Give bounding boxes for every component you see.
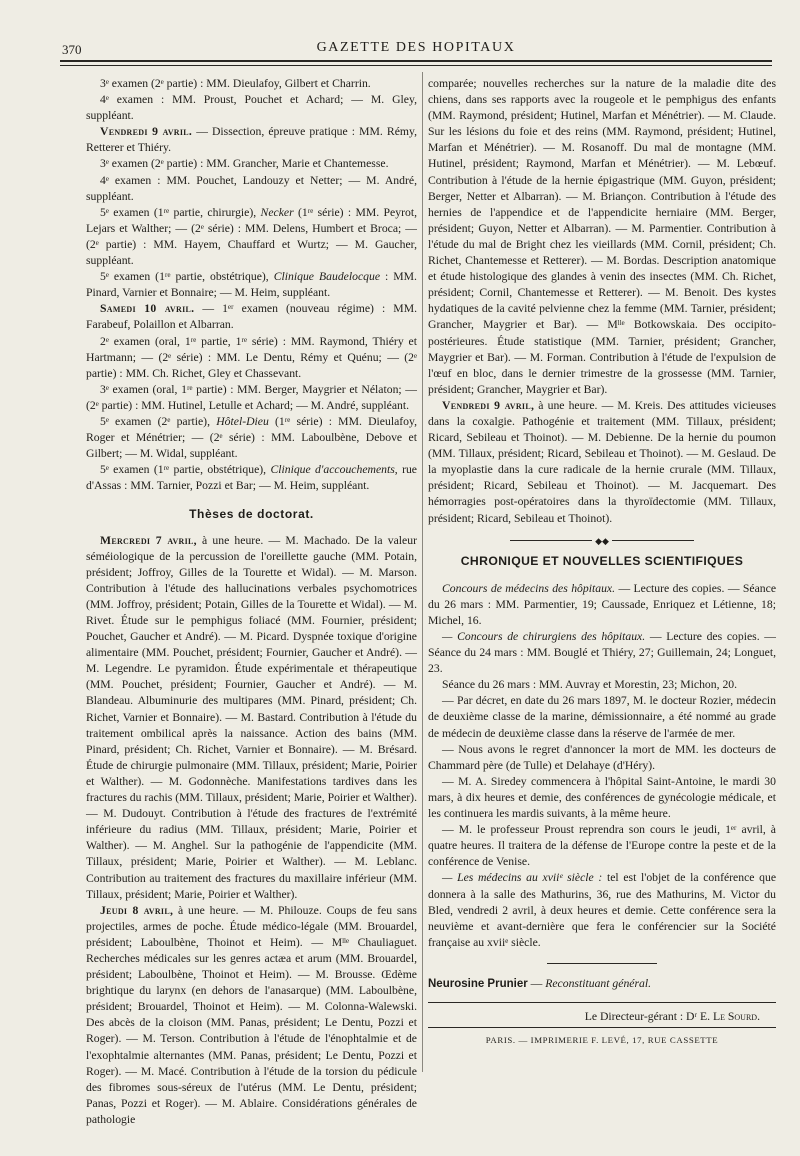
ornament-line <box>612 540 694 541</box>
thesis-text: à une heure. — M. Machado. De la valeur séméiologique de la percussion de l'oreillette gauche (MM. Potain, président; Joffroy, Gilles de la Tourette et Widal). — M. Marson. Contribution à l'étude des hallucinations verbales psychomotrices (MM. Joffroy, président; Potain, Gilles de la Tourette et Widal). — M. Rivet. Étude sur le pemphigus foliacé (MM. Fournier, président; Pouchet, Gaucher et André). — M. Picard. Dyspnée toxique d'origine alimentaire (MM. Pouchet, président; Fournier, Gaucher et André). — M. Legendre. Le pyramidon. Étude expérimentale et thérapeutique (MM. Pouchet, président; Fournier, Gaucher et André). — M. Blandeau. Albuminurie des multipares (MM. Pinard, président; Ch. Richet, Varnier et Bonnaire). — M. Bastard. Contribution à l'étude du traitement ombilical après la naissance. Action des bains (MM. Pinard, président; Ch. Richet, Varnier et Bonnaire). — M. Brésard. Étude de chirurgie pulmonaire (MM. Tillaux, président; Marie, Poirier et Walther). — M. Godonnèche. Manifestations tardives dans les fractures du rachis (MM. Tillaux, président; Marie, Poirier et Walther). — M. Dudouyt. Contribution à l'étude des fractures de l'extrémité inférieure du radius (MM. Tillaux, président; Marie, Poirier et Walther). — M. Anghel. Sur la pathogénie de l'appendicite (MM. Tillaux, président; Marie, Poirier et Walther). — M. Leblanc. Contribution au traitement des fractures du maxillaire inférieur (MM. Tillaux, président; Marie, Poirier et Walther). <box>86 533 417 901</box>
section-heading-chronique: CHRONIQUE ET NOUVELLES SCIENTIFIQUES <box>460 553 744 568</box>
thesis-day-paragraph <box>86 903 417 1128</box>
page-number: 370 <box>62 42 82 57</box>
news-item <box>428 870 776 950</box>
column-divider <box>422 72 423 1072</box>
gerant-name: Le Sourd. <box>712 1009 760 1023</box>
header-rule-thin <box>60 65 772 66</box>
exam-text: 5ᵉ examen (1ʳᵉ partie, chirurgie), <box>100 205 261 219</box>
news-text: tel est l'objet de la conférence que donnera à la salle des Mathurins, 36, rue des Mathurins, M. Victor du Bled, vendredi 2 avril, à deux heures et demie. Cette conférence sera la neuvième et avant-dernière que fera le conférencier sur la Société française au xviiᵉ siècle. <box>428 871 777 949</box>
left-column <box>86 76 417 1128</box>
thesis-text: à une heure. — M. Kreis. Des attitudes vicieuses dans la coxalgie. Pathogénie et traitement (MM. Tillaux, président; Ricard, Sebileau et Thoinot). — M. Debienne. De la hernie du poumon (MM. Tillaux, président; Ricard, Sebileau et Thoinot). — M. Geslaud. De la myoplastie dans la cure radicale de la hernie crurale (MM. Tillaux, président; Ricard, Sebileau et Thoinot). — M. Jacquemart. Des hémorragies post-opératoires dans la thyroïdectomie (MM. Tillaux, président; Ricard, Sebileau et Thoinot). <box>428 398 777 525</box>
product-name: Neurosine Prunier <box>428 977 528 990</box>
exam-day-paragraph <box>86 124 417 156</box>
thesis-day-paragraph <box>86 533 417 903</box>
exam-paragraph <box>86 205 417 269</box>
exam-paragraph: 4ᵉ examen : MM. Proust, Pouchet et Achard; — M. Gley, suppléant. <box>86 93 417 123</box>
ornament-diamond-icon: ◆◆ <box>595 535 609 546</box>
section-heading-theses: Thèses de doctorat. <box>189 507 314 522</box>
short-divider <box>547 963 657 964</box>
right-column <box>428 76 776 1048</box>
ad-dash: — <box>527 976 546 990</box>
gerant-label: Le Directeur-gérant : Dʳ E. <box>584 1009 713 1023</box>
exam-location: Clinique Baudelocque <box>273 270 381 284</box>
news-title: Concours de médecins des hôpitaux. <box>442 581 616 595</box>
exam-paragraph: 3ᵉ examen (2ᵉ partie) : MM. Dieulafoy, Gilbert et Charrin. <box>100 77 371 90</box>
news-title: — Concours de chirurgiens des hôpitaux. <box>442 630 646 643</box>
thesis-text: à une heure. — M. Philouze. Coups de feu sans projectiles, armes de poche. Étude médico-légale (MM. Brouardel, président; Laboulbène, Thoinot et Heim). — Mˡˡᵉ Chauliaguet. Recherches médicales sur les genres actæa et arum (MM. Brouardel, président; Laboulbène, Thoinot et Heim). — M. Brousse. Œdème brightique du larynx (en dehors de l'anasarque) (MM. Laboulbène, président; Brouardel, Thoinot et Heim). — M. Colonna-Walewski. Des abcès de la cloison (MM. Panas, président; Le Dentu, Pozzi et Roger). — M. Terson. Contribution à l'étude de l'énophtalmie et de l'exophtalmie alternantes (MM. Panas, président; Le Dentu, Pozzi et Roger). — M. Macé. Contribution à l'étude de la torsion du pédicule des fibromes sous-séreux de l'utérus (MM. Le Dentu, président; Panas, Pozzi et Roger). — M. Ablaire. Considérations générales de pathologie <box>86 903 417 1126</box>
exam-text: — Dissection, épreuve pratique : MM. Rémy, Retterer et Thiéry. <box>86 125 417 155</box>
exam-location: Clinique d'accouchements <box>270 463 395 477</box>
header-double-rule <box>60 60 772 70</box>
journal-title: GAZETTE DES HOPITAUX <box>316 40 516 55</box>
day-heading: Samedi 10 avril. <box>100 302 195 316</box>
day-heading: Vendredi 9 avril. <box>100 125 193 139</box>
exam-text: — 1ᵉʳ examen (nouveau régime) : MM. Farabeuf, Polaillon et Albarran. <box>86 302 418 332</box>
exam-paragraph <box>86 462 417 494</box>
exam-paragraph: 4ᵉ examen : MM. Pouchet, Landouzy et Netter; — M. André, suppléant. <box>86 173 417 203</box>
gerant-line <box>428 1009 776 1025</box>
page-header <box>62 38 770 60</box>
news-item: — M. le professeur Proust reprendra son cours le jeudi, 1ᵉʳ avril, à quatre heures. Il traitera de la défense de l'Europe contre la peste et de la conférence de Venise. <box>428 823 776 869</box>
exam-paragraph <box>86 269 417 301</box>
news-item: Séance du 26 mars : MM. Auvray et Morestin, 23; Michon, 20. <box>442 678 738 692</box>
exam-text: , rue d'Assas : MM. Tarnier, Pozzi et Bar; — M. Heim, suppléant. <box>86 463 417 493</box>
exam-paragraph <box>86 414 417 462</box>
news-title: — Les médecins au xviiᵉ siècle : <box>442 871 603 885</box>
thesis-day-paragraph <box>428 398 776 527</box>
exam-paragraph: 3ᵉ examen (oral, 1ʳᵉ partie) : MM. Berger, Maygrier et Nélaton; — (2ᵉ partie) : MM. Hutinel, Letulle et Achard; — M. André, suppléant. <box>86 382 417 412</box>
exam-text: (1ʳᵉ série) : MM. Dieulafoy, Roger et Ménétrier; — (2ᵉ série) : MM. Laboulbène, Debove et Gilbert; — M. Widal, suppléant. <box>86 414 417 461</box>
ornament-line <box>510 540 592 541</box>
news-item: — M. A. Siredey commencera à l'hôpital Saint-Antoine, le mardi 30 mars, à dix heures et demie, des conférences de gynécologie médicale, et les continuera les mardis suivants, à la même heure. <box>428 774 776 821</box>
advertisement-line <box>428 976 776 992</box>
news-text: — Lecture des copies. — Séance du 26 mars : MM. Parmentier, 19; Caussade, Enriquez et Létienne, 18; Michel, 16. <box>428 581 777 627</box>
header-rule-thick <box>60 60 772 62</box>
thesis-continuation: comparée; nouvelles recherches sur la nature de la maladie dite des chiens, dans ses rapports avec la rougeole et le pemphigus des enfants (MM. Raymond, président; Hutinel, Marfan et Ménétrier). — M. Claude. Sur les lésions du foie et des reins (MM. Raymond, président; Hutinel, Marfan et Ménétrier). — M. Rosanoff. Du mal de montagne (MM. Hutinel, président; Raymond, Marfan et Ménétrier). — M. Lebœuf. Contribution à l'étude de la hernie épigastrique (MM. Guyon, président; Berger, Netter et Albarran). — M. Briançon. Contribution à l'étude des hernies de l'appendice et de l'appendicite herniaire (MM. Berger, président; Guyon, Netter et Albarran). — M. Parmentier. Contribution à l'étude du mal de Bright chez les vieillards (MM. Cornil, président; Ch. Richet, Chantemesse et Retterer). — M. Bordas. Description anatomique et étude histologique des glandes à venin des insectes (MM. Ch. Richet, président; Cornil, Chantemesse et Retterer). — M. Benoit. Des kystes hydatiques de la cavité pelvienne chez la femme (MM. Tarnier, président; Grancher, Maygrier et Bar). — Mˡˡᵉ Botkowskaia. Des occipito-postérieures. Étude statistique (MM. Tarnier, président; Grancher, Maygrier et Bar). — M. Forman. Contribution à l'étude de l'expulsion de l'œuf en bloc, dans le dernier trimestre de la grossesse (MM. Tarnier, président; Grancher, Maygrier et Bar). <box>428 77 776 396</box>
product-slogan: Reconstituant général. <box>545 976 652 990</box>
footer-rule <box>428 1002 776 1003</box>
day-heading: Mercredi 7 avril, <box>100 533 197 547</box>
exam-text: 5ᵉ examen (1ʳᵉ partie, obstétrique), <box>100 270 274 284</box>
exam-paragraph: 2ᵉ examen (oral, 1ʳᵉ partie, 1ʳᵉ série) : MM. Raymond, Thiéry et Hartmann; — (2ᵉ série) : MM. Le Dentu, Rémy et Quénu; — (2ᵉ partie) : MM. Ch. Richet, Gley et Chassevant. <box>86 334 417 380</box>
day-heading: Vendredi 9 avril, <box>442 398 535 412</box>
exam-text: 5ᵉ examen (1ʳᵉ partie, obstétrique), <box>100 463 271 477</box>
exam-text: (1ʳᵉ série) : MM. Peyrot, Lejars et Walther; — (2ᵉ série) : MM. Delens, Humbert et Broca; — (2ᵉ partie) : MM. Hayem, Chauffard et Wurtz; — M. Gaucher, suppléant. <box>86 205 417 268</box>
news-text: — Lecture des copies. — Séance du 24 mars : MM. Bouglé et Thiéry, 27; Guillemain, 24; Longuet, 23. <box>428 630 776 676</box>
news-item: — Nous avons le regret d'annoncer la mort de MM. les docteurs de Chammard père (de Tulle) et Delahaye (d'Héry). <box>428 742 776 772</box>
exam-location: Necker <box>260 205 294 219</box>
printer-imprint: PARIS. — IMPRIMERIE F. LEVÉ, 17, RUE CASSETTE <box>485 1035 719 1046</box>
exam-text: 5ᵉ examen (2ᵉ partie), <box>100 414 217 428</box>
news-item: — Par décret, en date du 26 mars 1897, M. le docteur Rozier, médecin de deuxième classe de la marine, démissionnaire, a été nommé au grade de médecin de deuxième classe dans la réserve de l'armée de mer. <box>428 694 776 740</box>
day-heading: Jeudi 8 avril, <box>100 903 174 917</box>
news-item <box>428 581 776 629</box>
exam-location: Hôtel-Dieu <box>216 414 269 428</box>
exam-text: : MM. Pinard, Varnier et Bonnaire; — M. Heim, suppléant. <box>86 270 417 300</box>
imprint-rule <box>428 1027 776 1028</box>
section-ornament <box>428 537 776 545</box>
exam-day-paragraph <box>86 301 417 333</box>
exam-paragraph: 3ᵉ examen (2ᵉ partie) : MM. Grancher, Marie et Chantemesse. <box>100 157 389 171</box>
news-item <box>428 629 776 677</box>
